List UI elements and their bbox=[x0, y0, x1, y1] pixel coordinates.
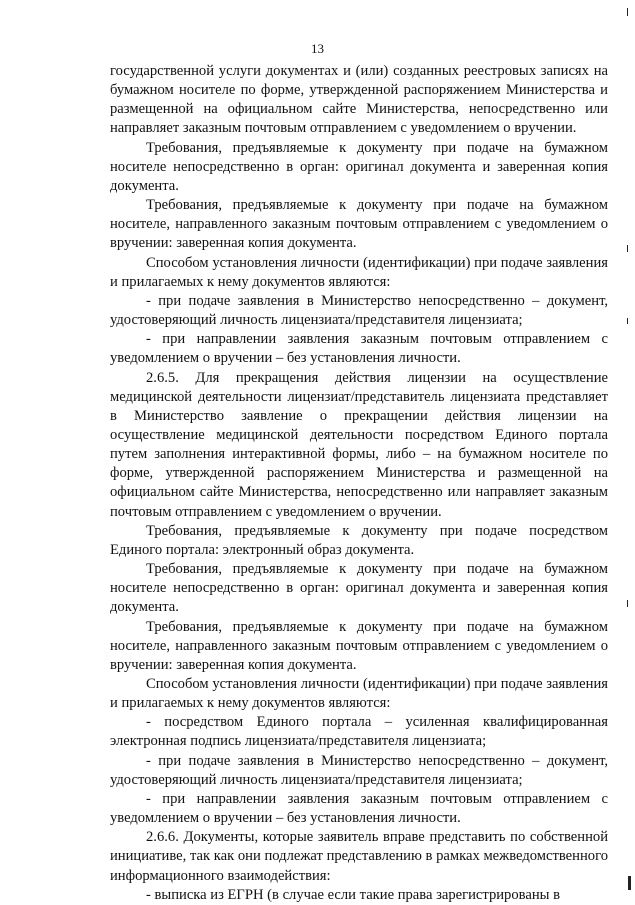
scan-mark bbox=[628, 876, 631, 890]
list-item: - посредством Единого портала – усиленная квалифицированная электронная подпись лицензиата/представителя лицензиата; bbox=[110, 714, 608, 750]
paragraph: Способом установления личности (идентификации) при подаче заявления и прилагаемых к нему документов являются: bbox=[110, 676, 608, 712]
page-number: 13 bbox=[311, 41, 324, 56]
paragraph: государственной услуги документах и (или) созданных реестровых записях на бумажном носителе по форме, утвержденной распоряжением Министерства и размещенной на официальном сайте Министерства, непосредственно или направляет заказным почтовым отправлением с уведомлением о вручении. bbox=[110, 63, 608, 137]
scan-mark bbox=[627, 318, 628, 324]
document-body bbox=[110, 62, 608, 905]
paragraph: Способом установления личности (идентификации) при подаче заявления и прилагаемых к нему документов являются: bbox=[110, 254, 608, 290]
list-item: - при подаче заявления в Министерство непосредственно – документ, удостоверяющий личность лицензиата/представителя лицензиата; bbox=[110, 292, 608, 329]
paragraph: Требования, предъявляемые к документу при подаче на бумажном носителе, направленного заказным почтовым отправлением с уведомлением о вручении: заверенная копия документа. bbox=[110, 618, 608, 673]
paragraph: Требования, предъявляемые к документу при подаче на бумажном носителе, направленного заказным почтовым отправлением с уведомлением о вручении: заверенная копия документа. bbox=[110, 197, 608, 252]
list-item: - при направлении заявления заказным почтовым отправлением с уведомлением о вручении – без установления личности. bbox=[110, 790, 608, 827]
section-paragraph-2-6-6: 2.6.6. Документы, которые заявитель вправе представить по собственной инициативе, так как они подлежат представлению в рамках межведомственного информационного взаимодействия: bbox=[110, 829, 608, 884]
scan-mark bbox=[627, 8, 628, 16]
scan-mark bbox=[627, 600, 628, 607]
list-item: - выписка из ЕГРН (в случае если такие права зарегистрированы в bbox=[146, 886, 560, 903]
scan-mark bbox=[627, 245, 628, 252]
paragraph: Требования, предъявляемые к документу при подаче на бумажном носителе непосредственно в орган: оригинал документа и заверенная копия документа. bbox=[110, 139, 608, 194]
paragraph: Требования, предъявляемые к документу при подаче на бумажном носителе непосредственно в орган: оригинал документа и заверенная копия документа. bbox=[110, 561, 608, 616]
section-paragraph-2-6-5: 2.6.5. Для прекращения действия лицензии на осуществление медицинской деятельности лицензиат/представитель лицензиата представляет в Министерство заявление о прекращении действия лицензии на осуществление медицинской деятельности посредством Единого портала путем заполнения интерактивной формы, либо – на бумажном носителе по форме, утвержденной распоряжением Министерства и размещенной на официальном сайте Министерства, непосредственно или направляет заказным почтовым отправлением с уведомлением о вручении. bbox=[110, 369, 608, 520]
list-item: - при подаче заявления в Министерство непосредственно – документ, удостоверяющий личность лицензиата/представителя лицензиата; bbox=[110, 752, 608, 788]
list-item: - при направлении заявления заказным почтовым отправлением с уведомлением о вручении – без установления личности. bbox=[110, 331, 608, 367]
paragraph: Требования, предъявляемые к документу при подаче посредством Единого портала: электронный образ документа. bbox=[110, 522, 608, 558]
